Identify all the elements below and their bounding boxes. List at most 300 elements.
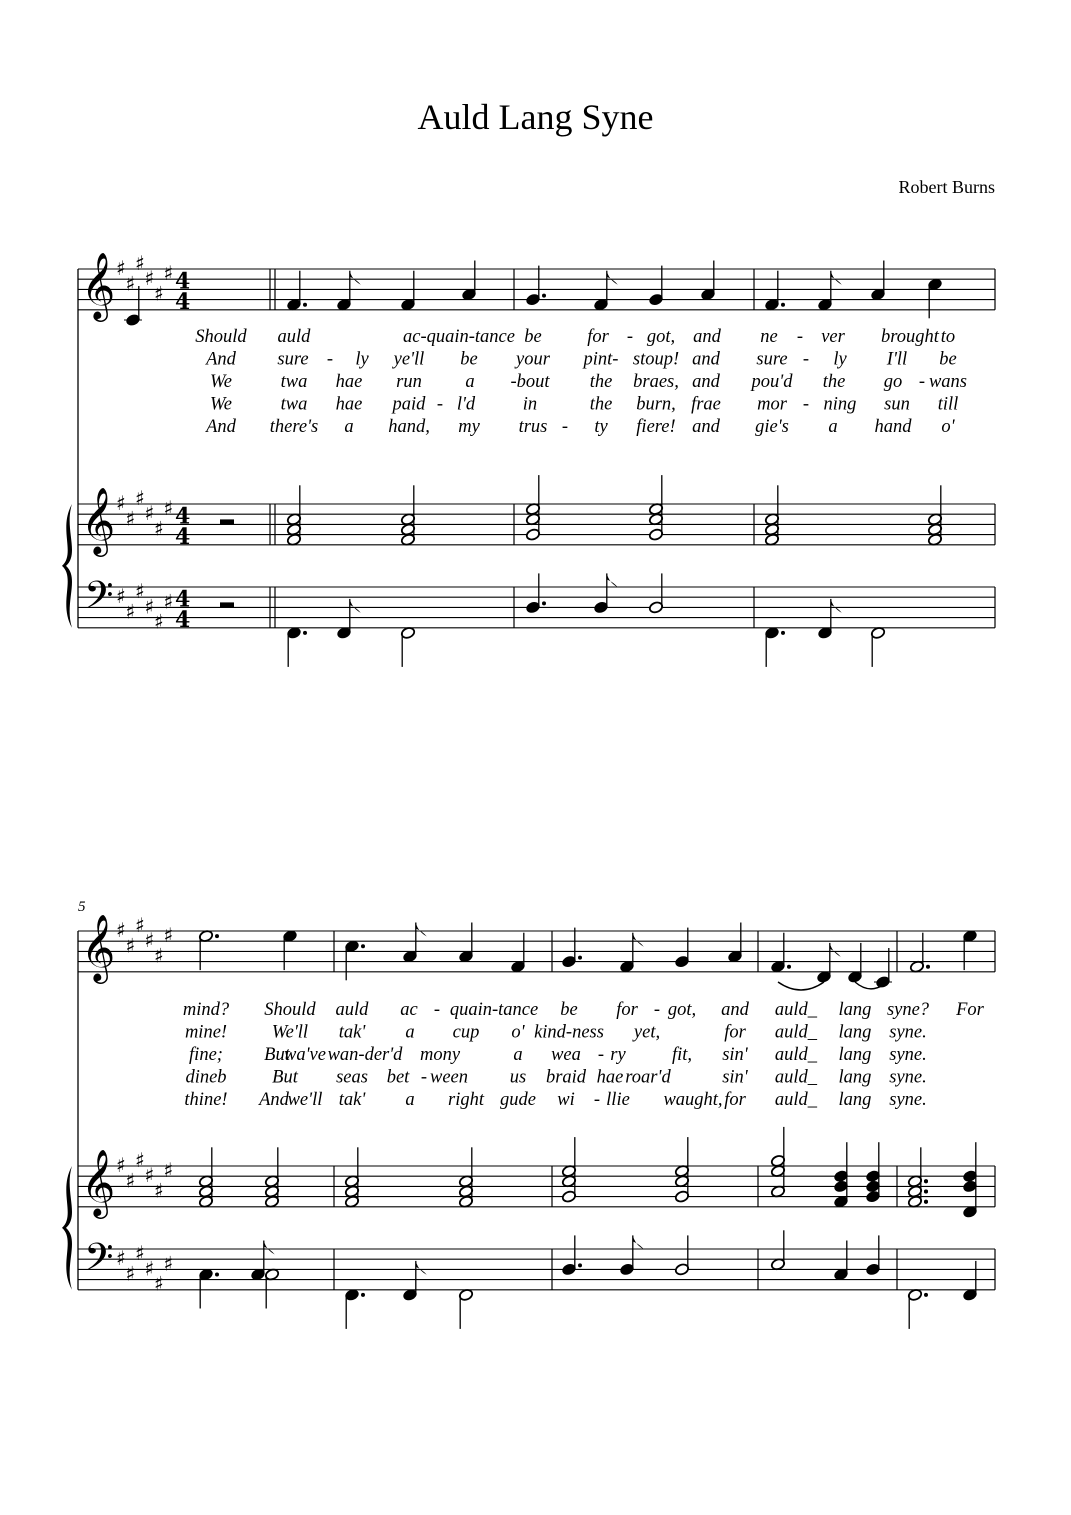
piano-treble-staff-system-2	[78, 1166, 995, 1207]
lyric-syllable: wea	[551, 1045, 581, 1065]
note	[770, 933, 791, 974]
staff-prefix	[81, 913, 173, 984]
lyric-syllable: wan-der'd	[327, 1045, 403, 1065]
vocal-notes-system-2	[198, 923, 977, 991]
note	[510, 933, 525, 974]
lyric-syllable: mind?	[182, 1000, 230, 1020]
note	[870, 626, 885, 667]
lyric-syllable: and	[693, 327, 721, 347]
bass-clef-icon: 𝄢	[84, 1234, 114, 1289]
lyric-syllable: o'	[941, 417, 955, 437]
chord	[525, 475, 540, 541]
sharp-icon: ♯	[116, 491, 126, 515]
sharp-icon: ♯	[125, 506, 136, 531]
lyric-syllable: -bout	[510, 372, 550, 392]
lyric-syllable: syne.	[889, 1022, 927, 1043]
note	[962, 929, 977, 970]
lyric-syllable: We	[210, 372, 232, 392]
flag	[633, 1235, 644, 1249]
lyric-syllable: ty	[594, 417, 608, 437]
lyric-syllable: yet,	[633, 1022, 661, 1043]
lyric-syllable: wans	[928, 372, 968, 392]
dot	[542, 294, 546, 298]
lyric-syllable: syne.	[889, 1090, 927, 1110]
sharp-icon: ♯	[144, 594, 155, 619]
lyric-syllable: wi	[557, 1090, 575, 1110]
lyric-syllable: But	[272, 1067, 298, 1088]
dot	[781, 303, 785, 307]
note	[198, 929, 219, 970]
chord	[286, 485, 301, 546]
note	[336, 271, 360, 312]
flag	[831, 271, 842, 285]
note	[727, 923, 742, 964]
note	[619, 933, 643, 974]
lyric-syllable: Should	[195, 327, 247, 347]
lyric-syllable: -	[326, 349, 334, 370]
dot	[542, 601, 546, 605]
lyric-syllable: auld_	[774, 1067, 818, 1088]
note	[674, 928, 689, 969]
lyric-syllable: -	[436, 394, 444, 415]
staff-prefix	[81, 251, 190, 322]
sharp-icon: ♯	[144, 1163, 155, 1188]
lyric-syllable: sure	[277, 349, 309, 370]
lyric-syllable: I'll	[886, 349, 908, 370]
sharp-icon: ♯	[154, 609, 164, 634]
lyric-syllable: pint-	[583, 349, 619, 370]
sharp-icon: ♯	[144, 1256, 155, 1281]
note	[870, 261, 885, 302]
lyric-syllable: auld_	[774, 1090, 818, 1110]
dot	[215, 1273, 219, 1277]
lyric-syllable: gie's	[755, 417, 789, 437]
lyric-syllable: wa've	[284, 1045, 326, 1065]
flag	[607, 573, 618, 587]
lyric-syllable: fiere!	[636, 417, 676, 437]
note	[927, 278, 942, 319]
chord	[833, 1142, 848, 1208]
sharp-icon: ♯	[163, 1158, 174, 1183]
lyric-syllable: ne	[760, 327, 778, 347]
bass-clef-icon: 𝄢	[84, 572, 114, 627]
lyric-syllable: quain-tance	[449, 1000, 539, 1020]
note	[461, 261, 476, 302]
note	[344, 940, 365, 981]
lyric-syllable: us	[509, 1067, 527, 1088]
lyric-syllable: ry	[610, 1045, 626, 1065]
staff-prefix	[81, 1148, 173, 1219]
lyric-syllable: hand,	[388, 417, 430, 437]
sharp-icon: ♯	[116, 918, 126, 942]
chord	[198, 1147, 213, 1208]
note	[865, 1235, 880, 1276]
flag	[416, 923, 427, 937]
dot	[924, 1293, 928, 1297]
lyric-syllable: paid	[392, 394, 426, 415]
lyric-syllable: a	[405, 1022, 415, 1043]
lyric-syllable: and	[692, 349, 720, 370]
slur	[778, 982, 824, 990]
lyric-syllable: a	[828, 417, 838, 437]
lyric-syllable: fit,	[671, 1045, 693, 1065]
lyric-syllable: the	[589, 394, 613, 415]
lyric-syllable: tak'	[338, 1022, 366, 1043]
lyric-syllable: for	[724, 1022, 746, 1043]
chord	[770, 1127, 785, 1198]
time-signature-denominator: 4	[175, 606, 191, 633]
note	[770, 1230, 785, 1271]
lyric-syllable: lang	[838, 1045, 872, 1065]
note	[817, 599, 841, 640]
lyric-syllable: auld	[335, 1000, 369, 1020]
dot	[926, 965, 930, 969]
lyric-syllable: hand	[874, 417, 912, 437]
lyric-syllable: frae	[691, 394, 721, 415]
lyric-syllable: tak'	[338, 1090, 366, 1110]
treble-clef-icon: 𝄞	[81, 486, 116, 555]
sharp-icon: ♯	[135, 912, 145, 937]
lyric-syllable: braid	[545, 1067, 587, 1088]
note	[700, 261, 715, 302]
lyric-syllable: auld_	[774, 1045, 818, 1065]
lyric-syllable: syne.	[889, 1067, 927, 1088]
note	[282, 929, 297, 970]
note	[764, 271, 785, 312]
lyric-syllable: sun	[884, 394, 910, 415]
lyric-syllable: ver	[821, 327, 845, 347]
lyric-syllable: braes,	[633, 372, 679, 392]
sharp-icon: ♯	[163, 923, 174, 948]
lyric-syllable: we'll	[287, 1090, 323, 1110]
lyric-syllable: hae	[596, 1067, 624, 1088]
lyric-syllable: sin'	[722, 1067, 748, 1088]
lyric-syllable: to	[940, 327, 956, 347]
note	[286, 271, 307, 312]
note	[561, 928, 582, 969]
lyric-syllable: ac	[400, 1000, 418, 1020]
chord	[458, 1147, 473, 1208]
lyric-syllable: ac-quain-tance	[403, 327, 515, 347]
lyric-syllable: burn,	[636, 394, 676, 415]
lyric-syllable: sin'	[722, 1045, 748, 1065]
lyric-syllable: gude	[500, 1090, 536, 1110]
lyric-syllable: llie	[606, 1090, 630, 1110]
lyric-syllable: lang	[838, 1000, 872, 1020]
lyric-syllable: syne.	[889, 1045, 927, 1065]
lyric-syllable: for	[724, 1090, 746, 1110]
chord	[907, 1147, 928, 1208]
lyric-syllable: -	[802, 394, 810, 415]
lyric-syllable: pou'd	[751, 372, 793, 392]
dot	[215, 934, 219, 938]
lyric-syllable: be	[460, 349, 478, 370]
chord	[344, 1147, 359, 1208]
lyric-syllable: a	[344, 417, 354, 437]
lyric-syllable: got,	[646, 327, 676, 347]
lyric-syllable: be	[560, 1000, 578, 1020]
lyric-syllable: got,	[667, 1000, 697, 1020]
time-signature-denominator: 4	[175, 523, 191, 550]
lyric-syllable: fine;	[189, 1045, 223, 1065]
note	[286, 626, 307, 667]
lyric-syllable: And	[206, 417, 236, 437]
lyric-syllable: brought	[881, 327, 939, 347]
lyric-syllable: But	[264, 1045, 290, 1065]
chord	[865, 1142, 880, 1203]
lyric-syllable: We'll	[271, 1022, 309, 1043]
lyric-syllable: stoup!	[632, 349, 680, 370]
flag	[633, 933, 644, 947]
staff-prefix	[81, 486, 190, 557]
dot	[303, 631, 307, 635]
note	[593, 573, 617, 614]
dot	[361, 1293, 365, 1297]
flag	[264, 1241, 275, 1255]
sharp-icon: ♯	[116, 256, 126, 280]
note	[648, 573, 663, 614]
lyric-syllable: ween	[429, 1067, 469, 1088]
lyric-syllable: twa	[280, 372, 308, 392]
chord	[264, 1147, 279, 1208]
lyric-syllable: a	[405, 1090, 415, 1110]
lyric-syllable: o'	[511, 1022, 525, 1043]
lyric-syllable: dineb	[185, 1067, 227, 1088]
chord	[648, 475, 663, 541]
sharp-icon: ♯	[154, 943, 164, 968]
lyric-syllable: be	[524, 327, 542, 347]
note	[833, 1241, 848, 1282]
lyric-syllable: ly	[833, 349, 847, 370]
lyric-syllable: cup	[452, 1022, 480, 1043]
sharp-icon: ♯	[163, 261, 174, 286]
sharp-icon: ♯	[154, 1271, 164, 1296]
piano-treble-notes-system-1	[220, 475, 943, 546]
lyric-syllable: right	[448, 1090, 484, 1110]
lyric-syllable: waught,	[663, 1090, 723, 1110]
sharp-icon: ♯	[154, 1178, 164, 1203]
lyric-syllable: -	[802, 349, 810, 370]
dot	[787, 965, 791, 969]
lyric-syllable: -	[561, 417, 569, 437]
flag	[416, 1261, 427, 1275]
lyric-syllable: my	[458, 417, 480, 437]
time-signature-denominator: 4	[175, 288, 191, 315]
lyric-syllable: l'd	[456, 394, 476, 415]
lyric-syllable: and	[692, 372, 720, 392]
treble-clef-icon: 𝄞	[81, 1148, 116, 1217]
lyric-syllable: auld_	[774, 1000, 818, 1020]
lyric-syllable: a	[465, 372, 475, 392]
chord	[764, 485, 779, 546]
time-signature-numerator: 4	[175, 268, 191, 295]
sharp-icon: ♯	[154, 516, 164, 541]
lyric-syllable: be	[939, 349, 957, 370]
staff-prefix	[84, 1234, 173, 1295]
sharp-icon: ♯	[144, 266, 155, 291]
lyric-syllable: -	[420, 1067, 428, 1088]
dot	[924, 1200, 928, 1204]
staff-prefix	[84, 572, 190, 633]
lyric-syllable: twa	[280, 394, 308, 415]
note	[907, 1288, 928, 1329]
lyric-syllable: auld_	[774, 1022, 818, 1043]
lyric-syllable: auld	[277, 327, 311, 347]
lyric-syllable: a	[513, 1045, 523, 1065]
lyric-syllable: Should	[264, 1000, 316, 1020]
sharp-icon: ♯	[116, 1153, 126, 1177]
note	[198, 1268, 219, 1309]
note	[593, 271, 617, 312]
dot	[361, 944, 365, 948]
note	[525, 573, 546, 614]
sharp-icon: ♯	[125, 271, 136, 296]
dot	[578, 956, 582, 960]
lyric-syllable: -	[918, 372, 926, 392]
lyric-syllable: -	[433, 1000, 441, 1020]
flag	[607, 271, 618, 285]
lyric-syllable: roar'd	[625, 1067, 671, 1088]
note	[336, 599, 360, 640]
lyric-syllable: in	[522, 394, 538, 415]
lyrics-system-2	[183, 1000, 985, 1110]
lyric-syllable: -	[597, 1045, 605, 1065]
lyric-syllable: trus	[518, 417, 548, 437]
lyric-syllable: ye'll	[393, 349, 425, 370]
chord	[400, 485, 415, 546]
lyric-syllable: there's	[269, 417, 319, 437]
lyric-syllable: run	[396, 372, 422, 392]
note	[764, 626, 785, 667]
measure-number: 5	[78, 899, 86, 915]
lyric-syllable: till	[937, 394, 959, 415]
lyric-syllable: your	[516, 349, 550, 370]
note	[264, 1268, 279, 1309]
half-rest-icon	[220, 519, 234, 524]
lyric-syllable: go	[883, 372, 903, 392]
sharp-icon: ♯	[116, 584, 126, 609]
note	[458, 923, 473, 964]
lyric-syllable: and	[692, 417, 720, 437]
note	[816, 943, 840, 984]
lyric-syllable: and	[721, 1000, 749, 1020]
note	[561, 1235, 582, 1276]
flag	[350, 599, 361, 613]
piano-treble-notes-system-2	[198, 1127, 977, 1219]
treble-clef-icon: 𝄞	[81, 913, 116, 982]
note	[400, 271, 415, 312]
dot	[781, 631, 785, 635]
vocal-notes-system-1	[124, 261, 943, 327]
lyric-syllable: We	[210, 394, 232, 415]
lyric-syllable: hae	[335, 394, 363, 415]
sharp-icon: ♯	[135, 1147, 145, 1172]
sharp-icon: ♯	[125, 933, 136, 958]
time-signature-numerator: 4	[175, 503, 191, 530]
lyric-syllable: -	[653, 1000, 661, 1020]
lyric-syllable: -	[796, 327, 804, 347]
dot	[924, 1179, 928, 1183]
treble-clef-icon: 𝄞	[81, 251, 116, 320]
note	[525, 266, 546, 307]
lyric-syllable: -	[593, 1090, 601, 1110]
lyric-syllable: bet	[386, 1067, 410, 1088]
lyric-syllable: mine!	[184, 1022, 228, 1043]
score-title: Auld Lang Syne	[417, 97, 654, 137]
sharp-icon: ♯	[135, 579, 145, 604]
sharp-icon: ♯	[144, 928, 155, 953]
lyric-syllable: hae	[335, 372, 363, 392]
vocal-staff-system-1	[78, 269, 995, 310]
sharp-icon: ♯	[144, 501, 155, 526]
lyric-syllable: And	[206, 349, 236, 370]
piano-bass-staff-system-2	[78, 1249, 995, 1290]
note	[458, 1288, 473, 1329]
lyrics-system-1	[195, 327, 967, 437]
note	[874, 948, 892, 989]
note	[648, 266, 663, 307]
lyric-syllable: -	[626, 327, 634, 347]
lyric-syllable: kind-ness	[534, 1022, 604, 1043]
lyric-syllable: sure	[756, 349, 788, 370]
flag	[350, 271, 361, 285]
sharp-icon: ♯	[125, 599, 136, 624]
dot	[303, 303, 307, 307]
note	[344, 1288, 365, 1329]
dot	[578, 1263, 582, 1267]
note	[847, 943, 862, 984]
lyric-syllable: mony	[419, 1045, 461, 1065]
lyric-syllable: ly	[355, 349, 369, 370]
lyric-syllable: thine!	[184, 1090, 228, 1110]
lyric-syllable: ning	[823, 394, 857, 415]
note	[402, 923, 426, 964]
sharp-icon: ♯	[163, 496, 174, 521]
flag	[830, 943, 841, 957]
half-rest-icon	[220, 602, 234, 607]
chord	[561, 1137, 576, 1203]
chord	[927, 485, 942, 546]
lyric-syllable: lang	[838, 1022, 872, 1043]
lyric-syllable: for	[587, 327, 609, 347]
lyric-syllable: seas	[336, 1067, 368, 1088]
note	[962, 1261, 977, 1302]
lyric-syllable: And	[259, 1090, 289, 1110]
piano-brace	[62, 1166, 72, 1290]
note	[817, 271, 841, 312]
lyric-syllable: the	[822, 372, 846, 392]
piano-brace	[62, 504, 72, 628]
sharp-icon: ♯	[135, 250, 145, 275]
note	[619, 1235, 643, 1276]
lyric-syllable: lang	[838, 1090, 872, 1110]
sharp-icon: ♯	[125, 1261, 136, 1286]
sharp-icon: ♯	[163, 589, 174, 614]
sharp-icon: ♯	[116, 1246, 126, 1271]
sharp-icon: ♯	[135, 485, 145, 510]
sharp-icon: ♯	[163, 1251, 174, 1276]
note	[909, 933, 930, 974]
note	[674, 1235, 689, 1276]
lyric-syllable: for	[616, 1000, 638, 1020]
note	[400, 626, 415, 667]
lyric-syllable: lang	[838, 1067, 872, 1088]
lyric-syllable: syne?	[886, 1000, 930, 1020]
composer-credit: Robert Burns	[898, 177, 995, 197]
sharp-icon: ♯	[135, 1241, 145, 1266]
sharp-icon: ♯	[154, 281, 164, 306]
lyric-syllable: the	[589, 372, 613, 392]
